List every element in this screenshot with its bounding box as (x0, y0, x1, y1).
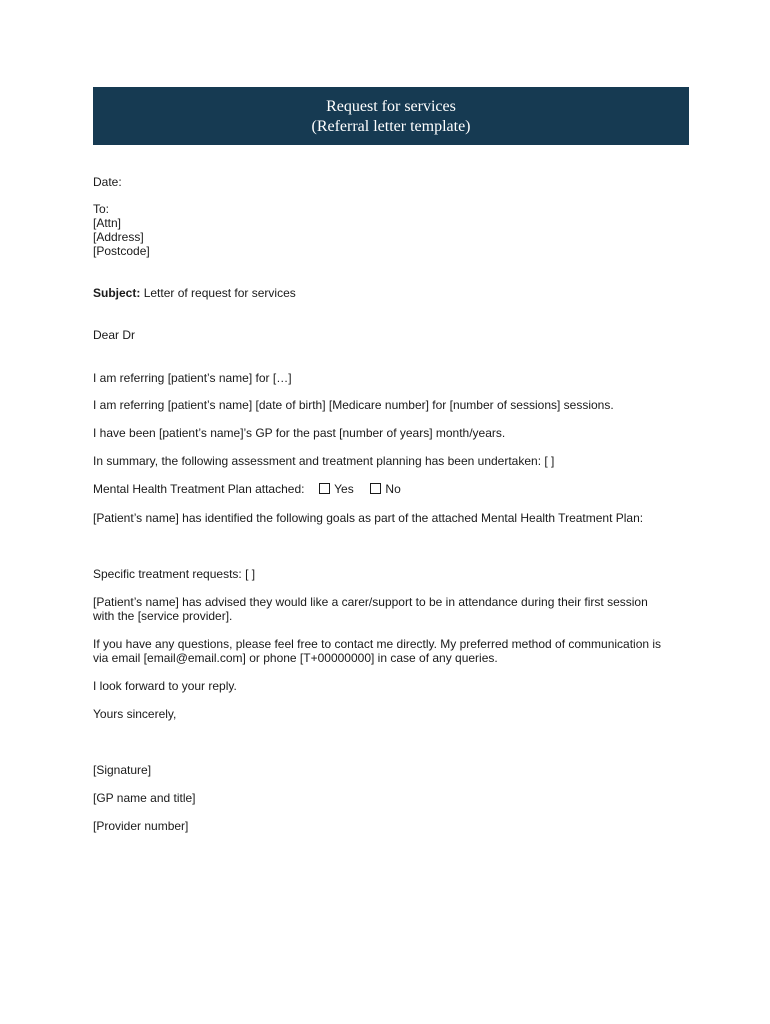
no-checkbox[interactable] (370, 483, 381, 494)
subject-label: Subject: (93, 286, 141, 300)
paragraph-gp-duration: I have been [patient’s name]’s GP for the past [number of years] month/years. (93, 426, 506, 440)
signature-placeholder: [Signature] (93, 763, 152, 777)
document-subtitle: (Referral letter template) (311, 118, 471, 135)
paragraph-treatment-requests: Specific treatment requests: [ ] (93, 567, 256, 581)
paragraph-referral-details: I am referring [patient’s name] [date of birth] [Medicare number] for [number of sessions] sessions. (93, 398, 614, 412)
salutation: Dear Dr (93, 328, 136, 342)
yes-option-label: Yes (334, 482, 354, 496)
treatment-plan-label: Mental Health Treatment Plan attached: (93, 482, 305, 496)
document-title: Request for services (326, 98, 456, 115)
paragraph-goals: [Patient’s name] has identified the following goals as part of the attached Mental Health Treatment Plan: (93, 511, 644, 525)
recipient-address: [Address] (93, 230, 144, 244)
subject-line (93, 286, 296, 300)
subject-text: Letter of request for services (143, 286, 296, 300)
treatment-plan-row (93, 482, 401, 496)
recipient-postcode: [Postcode] (93, 244, 150, 258)
paragraph-assessment-summary: In summary, the following assessment and treatment planning has been undertaken: [ ] (93, 454, 555, 468)
document-title-banner (93, 87, 689, 145)
closing: Yours sincerely, (93, 707, 177, 721)
paragraph-carer-support: [Patient’s name] has advised they would like a carer/support to be in attendance during their first session with the [service provider]. (93, 595, 648, 623)
recipient-attn: [Attn] (93, 216, 122, 230)
paragraph-referral-short: I am referring [patient’s name] for […] (93, 371, 292, 385)
no-option-label: No (385, 482, 401, 496)
paragraph-contact: If you have any questions, please feel free to contact me directly. My preferred method of communication is via email [email@email.com] or phone [T+00000000] in case of any queries. (93, 637, 662, 665)
paragraph-look-forward: I look forward to your reply. (93, 679, 237, 693)
to-label: To: (93, 202, 110, 216)
gp-name-title: [GP name and title] (93, 791, 196, 805)
yes-checkbox[interactable] (319, 483, 330, 494)
date-label: Date: (93, 175, 122, 189)
provider-number: [Provider number] (93, 819, 189, 833)
